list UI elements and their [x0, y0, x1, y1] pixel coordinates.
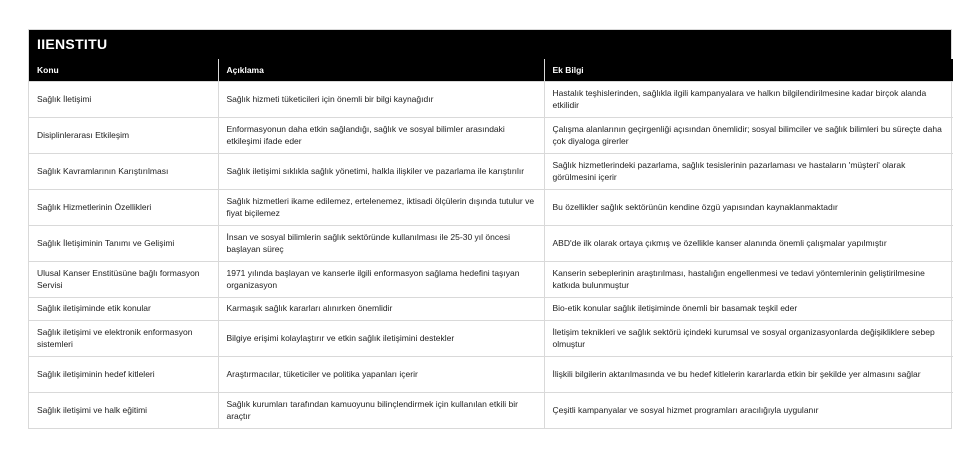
cell-konu: Sağlık İletişiminin Tanımı ve Gelişimi — [29, 226, 218, 262]
cell-konu: Sağlık iletişimi ve elektronik enformasyon sistemleri — [29, 321, 218, 357]
table-row — [29, 321, 953, 357]
cell-konu: Sağlık Kavramlarının Karıştırılması — [29, 154, 218, 190]
content-table-card — [28, 29, 952, 429]
cell-ek-bilgi: Bio-etik konular sağlık iletişiminde önemli bir basamak teşkil eder — [544, 298, 953, 321]
cell-ek-bilgi: Kanserin sebeplerinin araştırılması, hastalığın engellenmesi ve tedavi yöntemlerinin geliştirilmesine katkıda bulunmuştur — [544, 262, 953, 298]
cell-ek-bilgi: İlişkili bilgilerin aktarılmasında ve bu hedef kitlelerin kararlarda etkin bir şekilde yer almasını sağlar — [544, 357, 953, 393]
table-row — [29, 262, 953, 298]
header-ek-bilgi: Ek Bilgi — [544, 59, 953, 82]
cell-aciklama: 1971 yılında başlayan ve kanserle ilgili enformasyon sağlama hedefini taşıyan organizasyon — [218, 262, 544, 298]
cell-konu: Disiplinlerarası Etkileşim — [29, 118, 218, 154]
table-row — [29, 393, 953, 429]
table-row — [29, 357, 953, 393]
table-row — [29, 190, 953, 226]
table-header-row — [29, 59, 953, 82]
cell-ek-bilgi: İletişim teknikleri ve sağlık sektörü içindeki kurumsal ve sosyal organizasyonlarda değişikliklere sebep olmuştur — [544, 321, 953, 357]
brand-title: IIENSTITU — [29, 30, 951, 59]
cell-ek-bilgi: Çalışma alanlarının geçirgenliği açısından önemlidir; sosyal bilimciler ve sağlık bilimleri bu süreçte daha çok diyaloga girerler — [544, 118, 953, 154]
cell-konu: Ulusal Kanser Enstitüsüne bağlı formasyon Servisi — [29, 262, 218, 298]
cell-aciklama: Sağlık kurumları tarafından kamuoyunu bilinçlendirmek için kullanılan etkili bir araçtır — [218, 393, 544, 429]
cell-konu: Sağlık iletişiminde etik konular — [29, 298, 218, 321]
cell-ek-bilgi: Hastalık teşhislerinden, sağlıkla ilgili kampanyalara ve halkın bilgilendirilmesine kadar birçok alanda etkilidir — [544, 82, 953, 118]
cell-aciklama: Bilgiye erişimi kolaylaştırır ve etkin sağlık iletişimini destekler — [218, 321, 544, 357]
cell-konu: Sağlık Hizmetlerinin Özellikleri — [29, 190, 218, 226]
header-konu: Konu — [29, 59, 218, 82]
cell-konu: Sağlık iletişimi ve halk eğitimi — [29, 393, 218, 429]
table-row — [29, 154, 953, 190]
cell-aciklama: İnsan ve sosyal bilimlerin sağlık sektöründe kullanılması ile 25-30 yıl öncesi başlayan süreç — [218, 226, 544, 262]
cell-konu: Sağlık iletişiminin hedef kitleleri — [29, 357, 218, 393]
cell-ek-bilgi: Sağlık hizmetlerindeki pazarlama, sağlık tesislerinin pazarlaması ve hastaların 'müşteri' olarak görülmesini içerir — [544, 154, 953, 190]
cell-aciklama: Araştırmacılar, tüketiciler ve politika yapanları içerir — [218, 357, 544, 393]
cell-ek-bilgi: Bu özellikler sağlık sektörünün kendine özgü yapısından kaynaklanmaktadır — [544, 190, 953, 226]
header-aciklama: Açıklama — [218, 59, 544, 82]
table-row — [29, 298, 953, 321]
cell-aciklama: Sağlık hizmetleri ikame edilemez, ertelenemez, iktisadi ölçülerin dışında tutulur ve fiyat biçilemez — [218, 190, 544, 226]
cell-aciklama: Enformasyonun daha etkin sağlandığı, sağlık ve sosyal bilimler arasındaki etkileşimi ifade eder — [218, 118, 544, 154]
cell-aciklama: Karmaşık sağlık kararları alınırken önemlidir — [218, 298, 544, 321]
info-table — [29, 59, 953, 428]
cell-konu: Sağlık İletişimi — [29, 82, 218, 118]
table-row — [29, 82, 953, 118]
cell-ek-bilgi: Çeşitli kampanyalar ve sosyal hizmet programları aracılığıyla uygulanır — [544, 393, 953, 429]
table-row — [29, 226, 953, 262]
table-row — [29, 118, 953, 154]
cell-ek-bilgi: ABD'de ilk olarak ortaya çıkmış ve özellikle kanser alanında önemli çalışmalar yapılmıştır — [544, 226, 953, 262]
cell-aciklama: Sağlık iletişimi sıklıkla sağlık yönetimi, halkla ilişkiler ve pazarlama ile karıştırılır — [218, 154, 544, 190]
cell-aciklama: Sağlık hizmeti tüketicileri için önemli bir bilgi kaynağıdır — [218, 82, 544, 118]
